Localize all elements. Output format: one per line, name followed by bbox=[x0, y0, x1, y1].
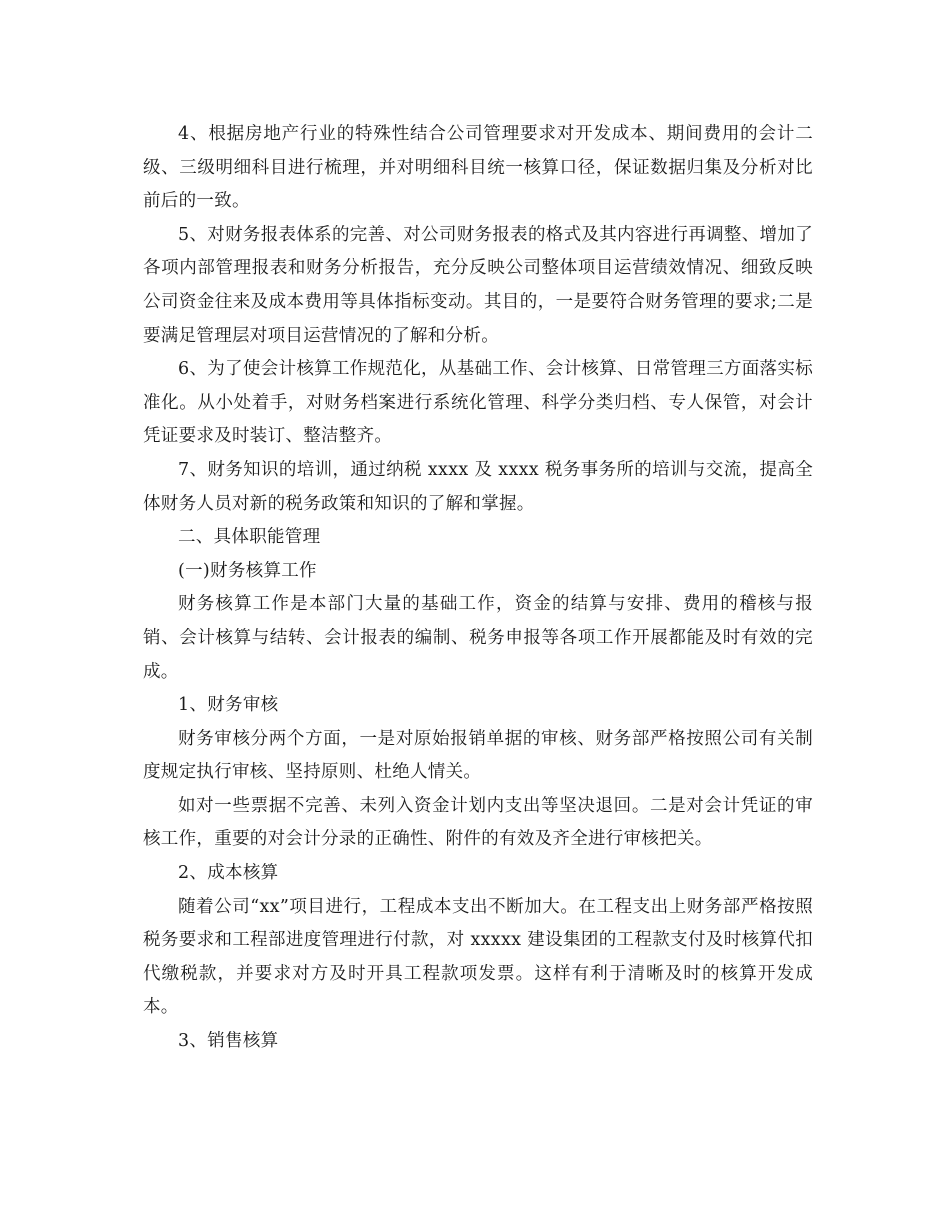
paragraph-audit-vouchers: 如对一些票据不完善、未列入资金计划内支出等坚决退回。二是对会计凭证的审核工作，重要的对会计分录的正确性、附件的有效及齐全进行审核把关。 bbox=[143, 795, 813, 850]
paragraph-item-5: 5、对财务报表体系的完善、对公司财务报表的格式及其内容进行再调整、增加了各项内部管理报表和财务分析报告，充分反映公司整体项目运营绩效情况、细致反映公司资金往来及成本费用等具体指标变动。其目的，一是要符合财务管理的要求;二是要满足管理层对项目运营情况的了解和分析。 bbox=[143, 224, 813, 346]
paragraph-cost-accounting: 随着公司“xx”项目进行，工程成本支出不断加大。在工程支出上财务部严格按照税务要求和工程部进度管理进行付款，对 xxxxx 建设集团的工程款支付及时核算代扣代缴税款，并要求对方及时开具工程款项发票。这样有利于清晰及时的核算开发成本。 bbox=[143, 896, 813, 1018]
paragraph-item-6: 6、为了使会计核算工作规范化，从基础工作、会计核算、日常管理三方面落实标准化。从小处着手，对财务档案进行系统化管理、科学分类归档、专人保管，对会计凭证要求及时装订、整洁整齐。 bbox=[143, 359, 813, 447]
item-heading-cost-accounting: 2、成本核算 bbox=[178, 863, 279, 884]
item-heading-financial-audit: 1、财务审核 bbox=[178, 695, 279, 716]
paragraph-audit-aspects: 财务审核分两个方面，一是对原始报销单据的审核、财务部严格按照公司有关制度规定执行审核、坚持原则、杜绝人情关。 bbox=[143, 728, 813, 783]
section-heading-specific-functions: 二、具体职能管理 bbox=[178, 527, 321, 548]
document-body bbox=[143, 118, 813, 1059]
paragraph-accounting-intro: 财务核算工作是本部门大量的基础工作，资金的结算与安排、费用的稽核与报销、会计核算与结转、会计报表的编制、税务申报等各项工作开展都能及时有效的完成。 bbox=[143, 594, 813, 682]
paragraph-item-7: 7、财务知识的培训，通过纳税 xxxx 及 xxxx 税务事务所的培训与交流，提高全体财务人员对新的税务政策和知识的了解和掌握。 bbox=[143, 459, 813, 514]
item-heading-sales-accounting: 3、销售核算 bbox=[178, 1031, 279, 1052]
subsection-heading-accounting: (一)财务核算工作 bbox=[178, 560, 317, 581]
paragraph-item-4: 4、根据房地产行业的特殊性结合公司管理要求对开发成本、期间费用的会计二级、三级明细科目进行梳理，并对明细科目统一核算口径，保证数据归集及分析对比前后的一致。 bbox=[143, 124, 813, 212]
